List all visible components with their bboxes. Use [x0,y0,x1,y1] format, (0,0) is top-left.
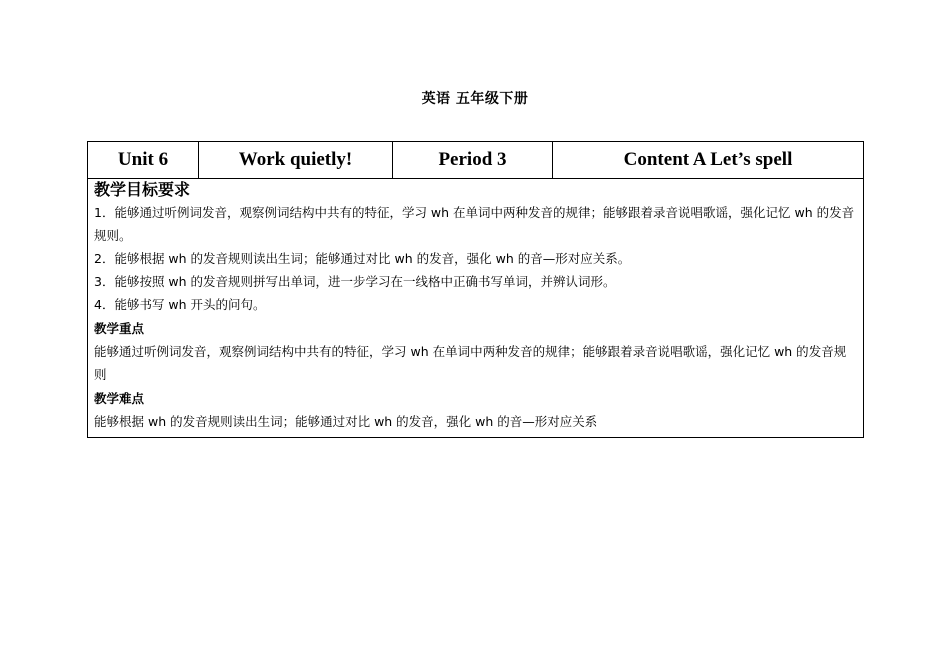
objective-item-1: 1．能够通过听例词发音，观察例词结构中共有的特征，学习 wh 在单词中两种发音的规律；能够跟着录音说唱歌谣，强化记忆 wh 的发音规则。 [94,205,855,243]
difficult-points-text: 能够根据 wh 的发音规则读出生词；能够通过对比 wh 的发音，强化 wh 的音—形对应关系 [94,414,598,429]
objective-item-3: 3．能够按照 wh 的发音规则拼写出单词，进一步学习在一线格中正确书写单词，并辨认词形。 [94,274,616,289]
key-points-text: 能够通过听例词发音，观察例词结构中共有的特征，学习 wh 在单词中两种发音的规律；能够跟着录音说唱歌谣，强化记忆 wh 的发音规则 [94,344,847,382]
objective-item-2: 2．能够根据 wh 的发音规则读出生词；能够通过对比 wh 的发音，强化 wh 的音—形对应关系。 [94,251,631,266]
document-title: 英语 五年级下册 [421,91,529,107]
table-body-row [88,179,864,438]
period-cell: Period 3 [393,142,553,179]
key-points-heading: 教学重点 [94,321,145,336]
unit-cell: Unit 6 [88,142,199,179]
table-header-row [88,142,864,179]
content-cell: Content A Let’s spell [553,142,864,179]
unit-title-cell: Work quietly! [199,142,393,179]
objective-item-4: 4．能够书写 wh 开头的问句。 [94,297,266,312]
lesson-plan-table [87,141,864,438]
objectives-heading: 教学目标要求 [94,180,191,199]
difficult-points-heading: 教学难点 [94,391,145,406]
lesson-details-cell [88,179,864,438]
